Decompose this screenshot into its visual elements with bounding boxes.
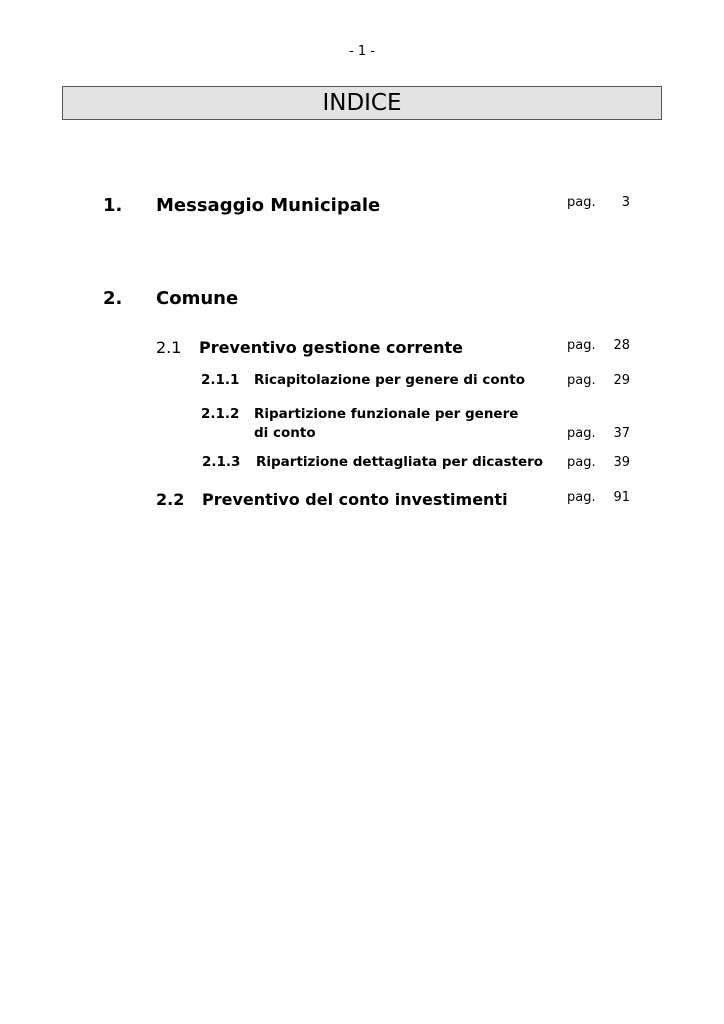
toc-number: 2.1.2 [201,406,240,422]
toc-number: 2. [103,288,123,309]
toc-label-continued: di conto [254,425,316,441]
toc-label: Comune [156,288,239,309]
toc-page: 39 [613,455,630,470]
index-title: INDICE [322,90,402,116]
toc-label: Ripartizione dettagliata per dicastero [256,454,544,470]
toc-number: 1. [103,195,123,216]
pag-label: pag. [567,373,596,388]
pag-label: pag. [567,195,596,210]
toc-page: 91 [613,490,630,505]
toc-page: 37 [613,426,630,441]
toc-page: 28 [613,338,630,353]
page-number: - 1 - [349,44,375,59]
toc-label: Messaggio Municipale [156,195,381,216]
pag-label: pag. [567,455,596,470]
toc-number: 2.1 [156,338,182,357]
toc-label: Ripartizione funzionale per genere [254,406,519,422]
toc-label: Preventivo gestione corrente [199,338,464,357]
pag-label: pag. [567,490,596,505]
toc-number: 2.1.3 [202,454,241,470]
toc-page: 29 [613,373,630,388]
toc-page: 3 [621,195,630,210]
toc-number: 2.1.1 [201,372,240,388]
pag-label: pag. [567,426,596,441]
toc-label: Preventivo del conto investimenti [202,490,508,509]
toc-label: Ricapitolazione per genere di conto [254,372,526,388]
toc-number: 2.2 [156,490,185,509]
pag-label: pag. [567,338,596,353]
index-title-box [62,86,662,120]
